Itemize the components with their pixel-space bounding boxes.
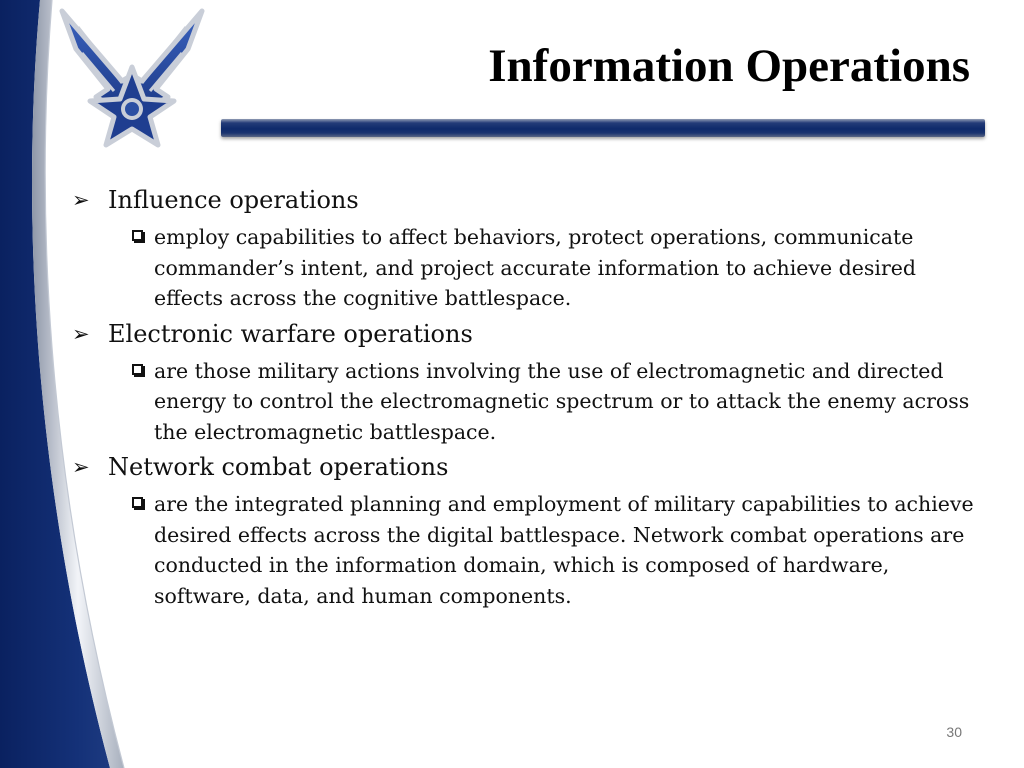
bullet-item [70,184,980,216]
slide-title: Information Operations [488,40,970,92]
page-number: 30 [946,724,962,740]
bullet-label: Influence operations [108,186,359,214]
checkbox-bullet-icon [132,364,143,375]
sub-bullet-item [132,222,980,314]
bullet-list [70,184,980,615]
sub-bullet-item [132,489,980,611]
bullet-section-network-combat [70,451,980,611]
bullet-section-electronic-warfare [70,318,980,448]
checkbox-bullet-icon [132,497,143,508]
checkbox-bullet-icon [132,230,143,241]
sub-bullet-text: are those military actions involving the use of electromagnetic and directed energy to control the electromagnetic spectrum or to attack the enemy across the electromagnetic battlespace. [154,358,970,444]
bullet-item [70,318,980,350]
sub-bullet-item [132,356,980,448]
title-underline-bar [221,119,985,137]
arrow-bullet-icon: ➢ [72,188,90,212]
arrow-bullet-icon: ➢ [72,455,90,479]
bullet-item [70,451,980,483]
bullet-label: Network combat operations [108,453,449,481]
arrow-bullet-icon: ➢ [72,321,90,346]
sub-bullet-text: are the integrated planning and employment of military capabilities to achieve desired effects across the digital battlespace. Network combat operations are conducted in the information domain, which is composed of hardware, software, data, and human components. [154,492,974,608]
bullet-label: Electronic warfare operations [108,319,473,348]
sub-bullet-text: employ capabilities to affect behaviors, protect operations, communicate commander’s intent, and project accurate information to achieve desired effects across the cognitive battlespace. [154,225,916,310]
bullet-section-influence [70,184,980,314]
air-force-wings-logo-icon [52,5,212,153]
